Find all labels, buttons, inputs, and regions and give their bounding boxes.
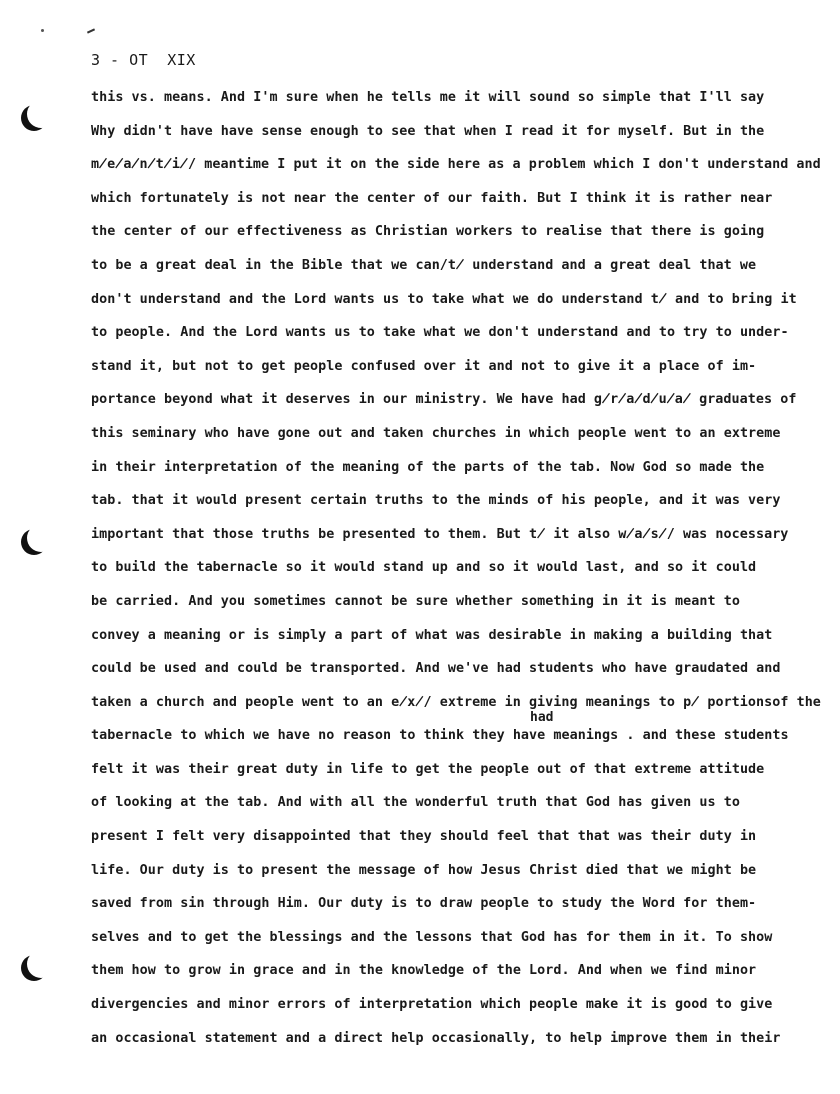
text-line: to be a great deal in the Bible that we can/t̸ understand and a great deal that we bbox=[91, 257, 757, 273]
text-line: felt it was their great duty in life to get the people out of that extreme attitude bbox=[91, 761, 765, 777]
text-line: present I felt very disappointed that they should feel that that was their duty in bbox=[91, 829, 757, 845]
text-line: be carried. And you sometimes cannot be sure whether something in it is meant to bbox=[91, 593, 740, 609]
text-line: could be used and could be transported. And we've had students who have graudated and bbox=[91, 661, 781, 677]
paper-mark bbox=[87, 28, 95, 33]
text-line: which fortunately is not near the center of our faith. But I think it is rather near bbox=[91, 190, 773, 206]
binder-hole-top bbox=[19, 103, 49, 133]
text-line: portance beyond what it deserves in our ministry. We have had g̸r̸a̸d̸u̸a̸ graduates of bbox=[91, 392, 797, 408]
text-line: saved from sin through Him. Our duty is to draw people to study the Word for them- bbox=[91, 896, 757, 912]
binder-hole-bottom bbox=[19, 953, 49, 983]
text-line: important that those truths be presented to them. But t̸ it also w̸a̸s̸/ was nocessary bbox=[91, 526, 789, 542]
text-line: an occasional statement and a direct help occasionally, to help improve them in their bbox=[91, 1030, 781, 1046]
text-line: convey a meaning or is simply a part of what was desirable in making a building that bbox=[91, 627, 773, 643]
text-line: tab. that it would present certain truths to the minds of his people, and it was very bbox=[91, 493, 781, 509]
text-line: this vs. means. And I'm sure when he tells me it will sound so simple that I'll say bbox=[91, 90, 765, 105]
text-line: the center of our effectiveness as Christian workers to realise that there is going bbox=[91, 224, 765, 240]
text-line: don't understand and the Lord wants us to take what we do understand t̸ and to bring it bbox=[91, 291, 797, 307]
paper-speck bbox=[41, 29, 44, 32]
text-line: taken a church and people went to an e̸x̸/ extreme in giving meanings to p̸ portionsof the bbox=[91, 694, 821, 710]
text-line: divergencies and minor errors of interpretation which people make it is good to give bbox=[91, 997, 773, 1013]
text-line: Why didn't have have sense enough to see that when I read it for myself. But in the bbox=[91, 123, 765, 139]
page-header: 3 - OT XIX bbox=[91, 51, 196, 69]
text-line: in their interpretation of the meaning of the parts of the tab. Now God so made the bbox=[91, 459, 765, 475]
body-text bbox=[91, 88, 826, 1062]
text-line: to people. And the Lord wants us to take what we don't understand and to try to under- bbox=[91, 325, 789, 341]
text-line: tabernacle to which we have no reason to think they have meanings . and these students bbox=[91, 728, 789, 744]
text-line: this seminary who have gone out and taken churches in which people went to an extreme bbox=[91, 425, 781, 441]
text-line: stand it, but not to get people confused over it and not to give it a place of im- bbox=[91, 358, 757, 374]
text-line: m̸e̸a̸n̸t̸i̸/ meantime I put it on the side here as a problem which I don't understand and bbox=[91, 157, 821, 173]
text-line: them how to grow in grace and in the knowledge of the Lord. And when we find minor bbox=[91, 963, 757, 979]
interlinear-insertion: had bbox=[530, 710, 554, 725]
text-line: selves and to get the blessings and the lessons that God has for them in it. To show bbox=[91, 929, 773, 945]
binder-hole-middle bbox=[19, 527, 49, 557]
text-line: of looking at the tab. And with all the wonderful truth that God has given us to bbox=[91, 795, 740, 811]
text-line: life. Our duty is to present the message of how Jesus Christ died that we might be bbox=[91, 862, 757, 878]
text-line: to build the tabernacle so it would stand up and so it would last, and so it could bbox=[91, 560, 757, 576]
